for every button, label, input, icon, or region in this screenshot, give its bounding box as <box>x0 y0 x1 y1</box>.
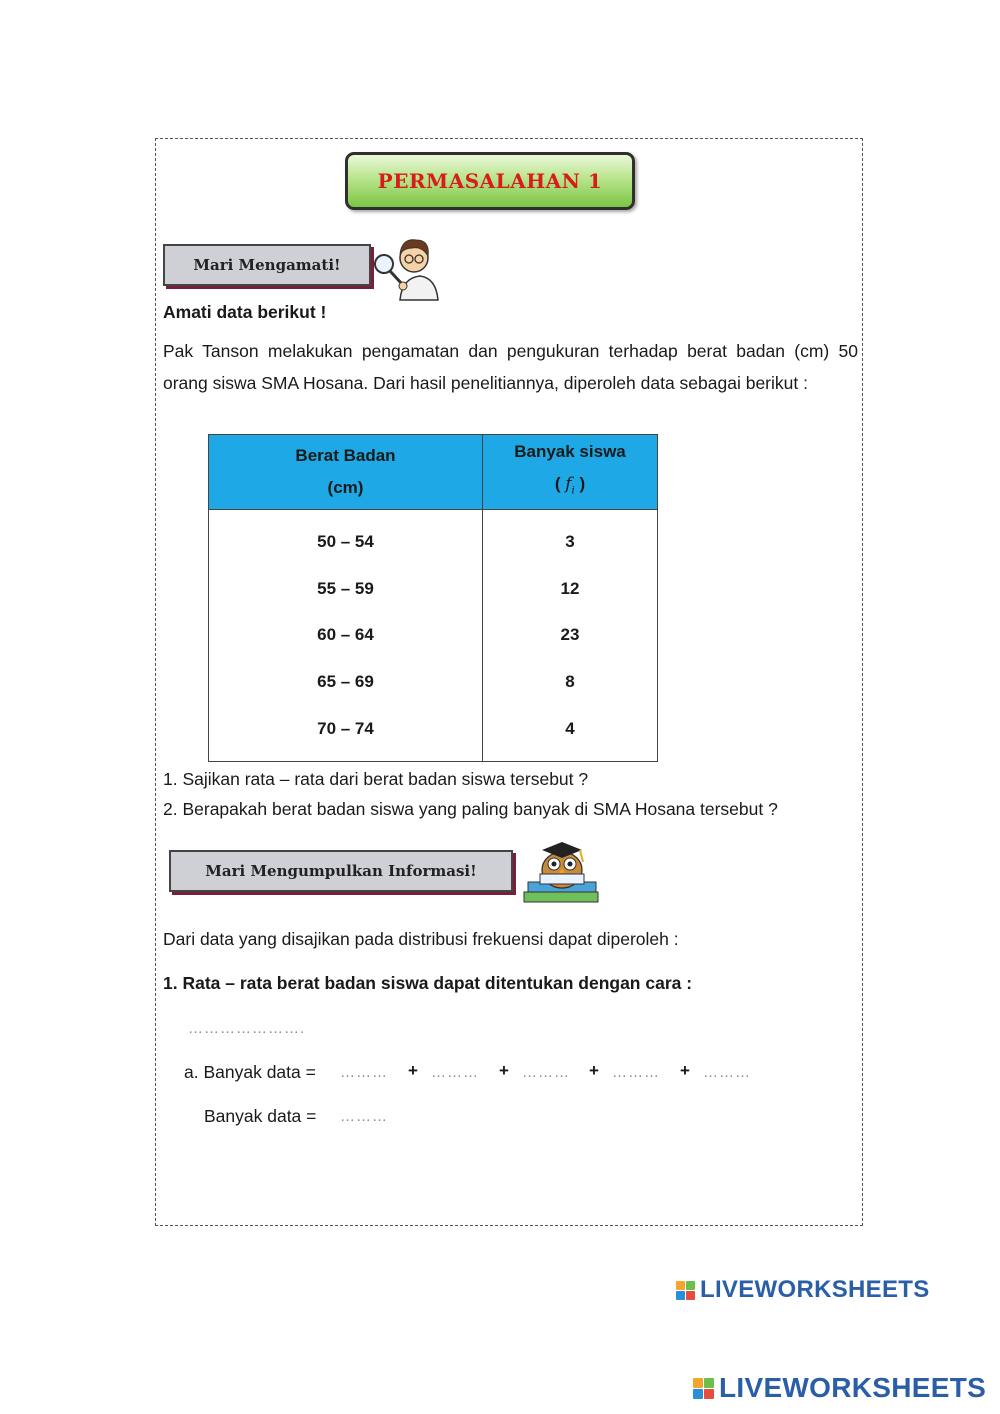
observe-heading: Amati data berikut ! <box>163 302 327 322</box>
frequency-table <box>208 434 658 762</box>
banyak-data-label: a. Banyak data = <box>184 1062 316 1082</box>
section-label-informasi: Mari Mengumpulkan Informasi! <box>169 850 513 892</box>
banyak-data-label-2: Banyak data = <box>204 1106 317 1126</box>
page-title: PERMASALAHAN 1 <box>377 169 603 193</box>
header-weight: Berat Badan (cm) <box>209 435 483 510</box>
plus-sign: + <box>408 1061 418 1080</box>
liveworksheets-logo-bottom: LIVEWORKSHEETS <box>693 1372 986 1404</box>
header-count: Banyak siswa ( $f_i$ ) <box>483 435 658 510</box>
blank-input-1[interactable]: ……… <box>340 1064 388 1081</box>
section-label-mengamati: Mari Mengamati! <box>163 244 371 286</box>
blank-input-2[interactable]: ……… <box>431 1064 479 1081</box>
question-1: 1. Sajikan rata – rata dari berat badan siswa tersebut ? <box>163 769 589 789</box>
owl-books-icon <box>520 838 602 910</box>
magnifier-boy-icon <box>372 234 442 304</box>
plus-sign: + <box>589 1061 599 1080</box>
blank-input-3[interactable]: ……… <box>522 1064 570 1081</box>
table-row: 70 – 74 4 <box>209 705 658 761</box>
liveworksheets-icon <box>676 1281 695 1300</box>
question-2: 2. Berapakah berat badan siswa yang paling banyak di SMA Hosana tersebut ? <box>163 799 778 819</box>
intro-paragraph: Pak Tanson melakukan pengamatan dan pengukuran terhadap berat badan (cm) 50 orang siswa SMA Hosana. Dari hasil penelitiannya, diperoleh data sebagai berikut : <box>163 341 858 393</box>
blank-input-total[interactable]: ……… <box>340 1108 388 1125</box>
blank-input-4[interactable]: ……… <box>612 1064 660 1081</box>
table-row: 60 – 64 23 <box>209 612 658 659</box>
table-row: 65 – 69 8 <box>209 659 658 706</box>
info-intro: Dari data yang disajikan pada distribusi frekuensi dapat diperoleh : <box>163 929 679 949</box>
blank-input-5[interactable]: ……… <box>703 1064 751 1081</box>
title-banner <box>345 152 635 210</box>
step-heading: 1. Rata – rata berat badan siswa dapat ditentukan dengan cara : <box>163 973 693 993</box>
blank-line[interactable]: …………………. <box>188 1020 306 1037</box>
liveworksheets-icon <box>693 1378 714 1399</box>
plus-sign: + <box>680 1061 690 1080</box>
table-row: 50 – 54 3 <box>209 510 658 566</box>
plus-sign: + <box>499 1061 509 1080</box>
liveworksheets-logo: LIVEWORKSHEETS <box>676 1276 930 1304</box>
table-row: 55 – 59 12 <box>209 566 658 613</box>
